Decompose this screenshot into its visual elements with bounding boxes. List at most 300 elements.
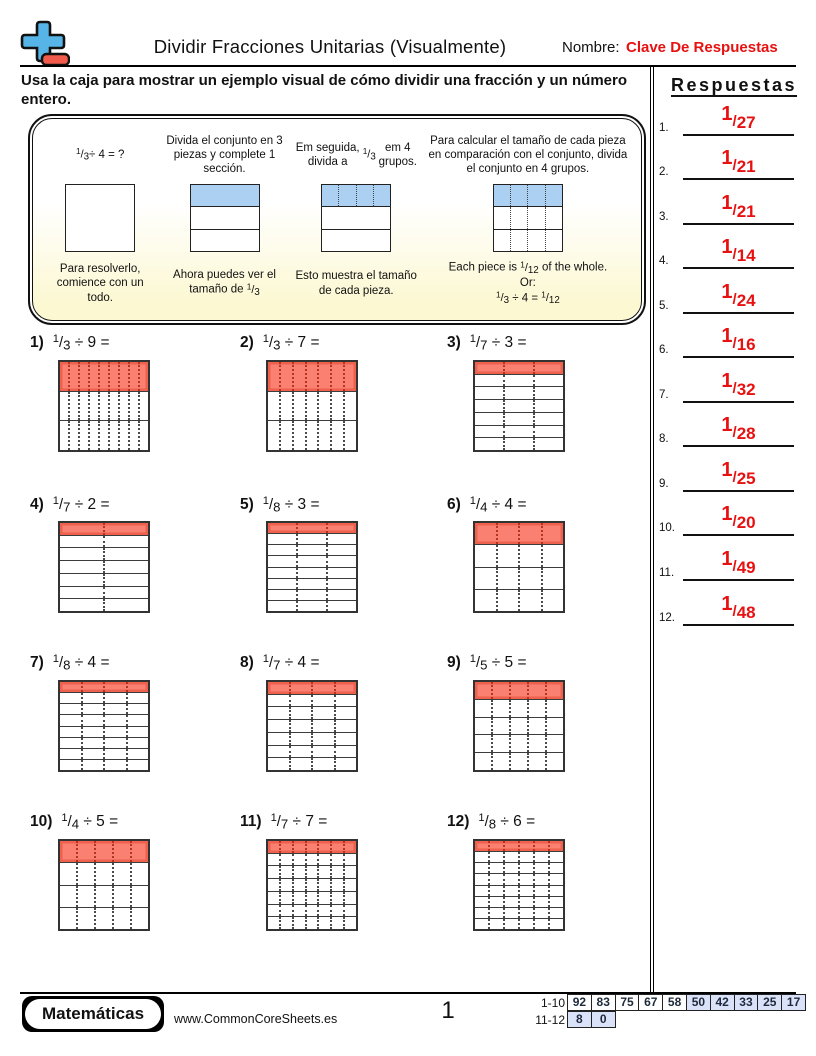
square-cell: [322, 207, 390, 228]
grid-row: [475, 717, 563, 735]
fraction-numerator: 1: [721, 548, 733, 571]
grid-cell: [491, 682, 509, 699]
grid-cell: [60, 863, 76, 884]
grid-row: [475, 437, 563, 450]
square-cell: [191, 207, 259, 228]
score-cell: 67: [638, 994, 663, 1011]
fraction-numerator: 1: [721, 458, 733, 481]
fraction-denominator: 8: [63, 657, 71, 673]
grid-cell: [548, 841, 563, 851]
grid-cell: [60, 392, 68, 421]
grid-cell: [518, 545, 541, 566]
grid-row: [60, 885, 148, 907]
answer-blank-line: [683, 579, 794, 581]
example-step-text: [162, 126, 286, 184]
grid-cell: [305, 905, 318, 917]
score-table-row: [505, 1012, 806, 1029]
grid-cell: [518, 568, 541, 589]
answer-row: [652, 359, 816, 404]
grid-cell: [60, 682, 81, 692]
problem-grid: [58, 521, 150, 613]
grid-cell: [103, 574, 148, 586]
answer-blank-line: [683, 401, 794, 403]
grid-cell: [138, 362, 148, 391]
grid-cell: [545, 682, 563, 699]
grid-cell: [533, 387, 563, 399]
problem-expression: ÷ 6 =: [496, 813, 536, 831]
grid-cell: [88, 421, 98, 450]
score-row-label: 1-10: [540, 996, 565, 1010]
square-cell: [494, 185, 510, 206]
grid-cell: [533, 874, 548, 884]
grid-cell: [94, 863, 112, 884]
grid-cell: [545, 735, 563, 752]
problem-number: 1): [30, 334, 44, 352]
answer-row: [652, 226, 816, 271]
grid-cell: [533, 841, 548, 851]
grid-cell: [343, 866, 356, 878]
grid-cell: [343, 392, 356, 421]
grid-cell: [305, 866, 318, 878]
fraction-denominator: 7: [480, 337, 488, 353]
fraction-numerator: 1: [721, 592, 733, 615]
grid-row: [60, 573, 148, 586]
square-cell: [510, 185, 527, 206]
fraction: [721, 548, 756, 578]
problem-label: [30, 812, 118, 831]
grid-row: [475, 412, 563, 425]
fraction-numerator: 1: [262, 333, 270, 345]
example-step-text: [426, 126, 630, 184]
answers-title: Respuestas: [670, 75, 798, 95]
grid-cell: [268, 695, 289, 707]
grid-row: [268, 853, 356, 866]
fraction-slash: /: [269, 655, 274, 672]
fraction-numerator: 1: [75, 146, 81, 156]
answer-value: [683, 103, 794, 133]
grid-cell: [503, 863, 518, 873]
square-row: [191, 185, 259, 206]
grid-cell: [326, 568, 356, 578]
grid-cell: [496, 590, 519, 611]
grid-cell: [81, 738, 104, 748]
grid-row: [60, 703, 148, 714]
fraction-numerator: 1: [246, 282, 252, 292]
grid-cell: [545, 753, 563, 770]
grid-cell: [268, 707, 289, 719]
fraction-slash: /: [484, 814, 489, 831]
grid-cell: [548, 874, 563, 884]
text-segment: Each piece is: [448, 261, 521, 274]
grid-cell: [496, 568, 519, 589]
grid-cell: [491, 735, 509, 752]
fraction-slash: /: [367, 148, 371, 161]
grid-cell: [289, 758, 312, 770]
answer-value: [683, 236, 794, 266]
problem-expression: ÷ 2 =: [70, 496, 110, 514]
fraction-slash: /: [476, 655, 481, 672]
example-square: [190, 184, 260, 252]
answer-value: [683, 414, 794, 444]
grid-cell: [126, 738, 149, 748]
grid-row: [60, 547, 148, 560]
grid-row: [60, 598, 148, 611]
grid-cell: [503, 375, 533, 387]
grid-cell: [138, 392, 148, 421]
fraction: [470, 496, 488, 513]
grid-cell: [475, 863, 488, 873]
fraction-numerator: 1: [520, 260, 525, 270]
answer-number: 9.: [659, 477, 669, 490]
grid-cell: [103, 561, 148, 573]
grid-row: [60, 862, 148, 884]
grid-cell: [311, 746, 334, 758]
fraction-numerator: 1: [362, 146, 368, 156]
problem-expression: ÷ 5 =: [79, 813, 119, 831]
grid-row: [475, 362, 563, 374]
grid-cell: [548, 919, 563, 929]
grid-cell: [68, 392, 78, 421]
grid-row: [268, 745, 356, 758]
grid-cell: [128, 392, 138, 421]
answers-list: [652, 92, 816, 627]
grid-cell: [503, 413, 533, 425]
grid-cell: [533, 413, 563, 425]
grid-cell: [488, 863, 503, 873]
example-square: [65, 184, 135, 252]
fraction: [721, 414, 756, 444]
answer-blank-line: [683, 624, 794, 626]
grid-cell: [475, 375, 503, 387]
example-step-caption: [449, 252, 608, 315]
grid-row: [268, 578, 356, 589]
grid-cell: [343, 917, 356, 929]
grid-cell: [305, 392, 318, 421]
grid-row: [268, 719, 356, 732]
fraction-slash: /: [732, 379, 737, 397]
grid-row: [60, 737, 148, 748]
grid-row: [60, 726, 148, 737]
grid-cell: [475, 886, 488, 896]
grid-row: [60, 362, 148, 391]
problem-number: 12): [447, 813, 470, 831]
grid-cell: [330, 854, 343, 866]
square-cell: [545, 230, 562, 251]
fraction-denominator: 7: [280, 816, 289, 832]
grid-row: [60, 682, 148, 692]
answer-number: 11.: [659, 567, 675, 580]
answer-value: [683, 147, 794, 177]
grid-cell: [268, 421, 279, 450]
grid-cell: [268, 534, 296, 544]
text-segment: em 4 grupos.: [378, 141, 417, 168]
grid-row: [475, 907, 563, 918]
grid-row: [60, 420, 148, 450]
text-segment: Para calcular el tamaño de cada pieza en comparación con el conjunto, divida el conjunto en 4 grupos.: [428, 134, 628, 175]
grid-cell: [94, 908, 112, 929]
problem-number: 11): [240, 813, 262, 831]
grid-cell: [311, 695, 334, 707]
answer-row: [652, 404, 816, 449]
fraction-denominator: 8: [488, 816, 497, 832]
grid-cell: [518, 897, 533, 907]
grid-cell: [317, 841, 330, 853]
grid-cell: [503, 841, 518, 851]
fraction: [263, 496, 281, 513]
grid-cell: [343, 841, 356, 853]
grid-cell: [78, 392, 88, 421]
answer-value: [683, 325, 794, 355]
grid-cell: [103, 749, 126, 759]
grid-cell: [296, 523, 326, 533]
fraction-denominator: 16: [736, 335, 756, 355]
grid-cell: [326, 590, 356, 600]
grid-cell: [330, 841, 343, 853]
fraction-denominator: 32: [736, 379, 756, 399]
answer-value: [683, 503, 794, 533]
square-cell: [191, 230, 259, 251]
grid-cell: [503, 438, 533, 450]
grid-cell: [103, 523, 148, 535]
grid-cell: [503, 387, 533, 399]
grid-cell: [108, 421, 118, 450]
problem-grid: [473, 680, 565, 772]
text-segment: of the whole.: [538, 261, 608, 274]
grid-cell: [317, 917, 330, 929]
grid-cell: [81, 682, 104, 692]
grid-cell: [488, 852, 503, 862]
grid-cell: [343, 905, 356, 917]
fraction-numerator: 1: [721, 236, 733, 259]
grid-cell: [279, 362, 292, 391]
answer-value: [683, 192, 794, 222]
example-step-caption: [293, 252, 420, 315]
grid-cell: [527, 682, 545, 699]
problem-number: 4): [30, 496, 44, 514]
fraction-denominator: 48: [736, 602, 756, 622]
grid-cell: [527, 753, 545, 770]
square-row: [322, 229, 390, 251]
grid-row: [268, 865, 356, 878]
grid-cell: [509, 682, 527, 699]
fraction-denominator: 25: [736, 468, 756, 488]
grid-cell: [545, 718, 563, 735]
fraction: [470, 334, 488, 351]
brand-logo: [22, 996, 164, 1032]
grid-cell: [279, 892, 292, 904]
grid-cell: [503, 908, 518, 918]
grid-row: [268, 904, 356, 917]
grid-row: [60, 692, 148, 703]
fraction: [721, 592, 756, 622]
grid-cell: [292, 866, 305, 878]
grid-cell: [518, 852, 533, 862]
grid-cell: [548, 886, 563, 896]
grid-cell: [126, 727, 149, 737]
grid-cell: [268, 682, 289, 694]
example-step: [41, 126, 159, 315]
text-segment: Ahora puedes ver el tamaño de: [173, 269, 276, 297]
score-cell: 33: [734, 994, 759, 1011]
grid-row: [60, 560, 148, 573]
grid-cell: [138, 421, 148, 450]
grid-cell: [533, 400, 563, 412]
grid-row: [268, 841, 356, 853]
grid-cell: [296, 601, 326, 611]
fraction: [721, 236, 756, 266]
grid-cell: [126, 682, 149, 692]
score-cell: 17: [781, 994, 806, 1011]
grid-cell: [81, 715, 104, 725]
grid-cell: [292, 879, 305, 891]
grid-cell: [518, 863, 533, 873]
grid-row: [60, 523, 148, 535]
grid-cell: [518, 523, 541, 544]
problem-number: 2): [240, 334, 254, 352]
grid-cell: [128, 421, 138, 450]
fraction-slash: /: [59, 497, 64, 514]
grid-row: [475, 885, 563, 896]
problem-label: [30, 333, 110, 352]
fraction-denominator: 3: [254, 286, 260, 298]
problem-expression: ÷ 4 =: [70, 654, 110, 672]
fraction-denominator: 3: [370, 151, 376, 163]
text-segment: Em seguida, divida a: [295, 141, 360, 168]
answer-number: 7.: [659, 388, 669, 401]
score-cell: 75: [615, 994, 640, 1011]
fraction-denominator: 49: [736, 558, 756, 578]
site-url: www.CommonCoreSheets.es: [174, 1012, 338, 1026]
grid-cell: [548, 852, 563, 862]
problem-grid: [58, 360, 150, 452]
grid-row: [475, 752, 563, 770]
grid-row: [60, 714, 148, 725]
problem-expression: ÷ 4 =: [487, 496, 527, 514]
fraction-slash: /: [524, 261, 528, 274]
example-square: [321, 184, 391, 252]
answer-blank-line: [683, 490, 794, 492]
fraction-slash: /: [732, 558, 737, 576]
grid-row: [475, 425, 563, 438]
grid-cell: [268, 892, 279, 904]
problem-label: [240, 812, 327, 831]
grid-cell: [279, 854, 292, 866]
square-row: [494, 206, 562, 228]
fraction-numerator: 1: [52, 653, 60, 665]
grid-cell: [289, 720, 312, 732]
grid-cell: [518, 908, 533, 918]
fraction-denominator: 7: [273, 657, 281, 673]
grid-cell: [533, 919, 548, 929]
fraction: [61, 813, 79, 830]
fraction-slash: /: [732, 201, 737, 219]
grid-cell: [103, 599, 148, 611]
grid-cell: [126, 760, 149, 770]
grid-cell: [541, 568, 564, 589]
grid-cell: [76, 886, 94, 907]
answer-row: [652, 92, 816, 137]
grid-cell: [317, 866, 330, 878]
grid-cell: [268, 746, 289, 758]
answer-row: [652, 315, 816, 360]
grid-cell: [334, 682, 357, 694]
problem-number: 6): [447, 496, 461, 514]
problem-expression: ÷ 4 =: [280, 654, 320, 672]
fraction-slash: /: [732, 112, 737, 130]
grid-row: [60, 748, 148, 759]
fraction-slash: /: [269, 497, 274, 514]
grid-row: [60, 759, 148, 770]
fraction-numerator: 1: [721, 280, 733, 303]
fraction-slash: /: [80, 148, 84, 161]
square-row: [322, 206, 390, 228]
grid-cell: [112, 908, 130, 929]
fraction-numerator: 1: [721, 414, 733, 437]
grid-cell: [488, 841, 503, 851]
grid-row: [268, 916, 356, 929]
answer-number: 2.: [659, 166, 669, 179]
grid-row: [475, 374, 563, 387]
problem-expression: ÷ 7 =: [288, 813, 328, 831]
grid-row: [60, 586, 148, 599]
answer-number: 10.: [659, 522, 675, 535]
grid-cell: [81, 727, 104, 737]
grid-cell: [268, 720, 289, 732]
problem-number: 8): [240, 654, 254, 672]
problem-grid: [266, 680, 358, 772]
fraction-denominator: 3: [83, 151, 90, 163]
grid-cell: [88, 362, 98, 391]
grid-cell: [330, 392, 343, 421]
fraction-numerator: 1: [721, 325, 733, 348]
square-row: [191, 229, 259, 251]
grid-cell: [334, 707, 357, 719]
grid-cell: [334, 720, 357, 732]
grid-cell: [268, 854, 279, 866]
grid-cell: [330, 905, 343, 917]
fraction: [721, 369, 756, 399]
text-segment: Esto muestra el tamaño de cada pieza.: [295, 270, 417, 297]
square-cell: [545, 207, 562, 228]
grid-cell: [343, 879, 356, 891]
grid-cell: [60, 693, 81, 703]
grid-cell: [292, 421, 305, 450]
grid-cell: [509, 735, 527, 752]
grid-cell: [509, 700, 527, 717]
grid-cell: [292, 841, 305, 853]
grid-cell: [488, 908, 503, 918]
grid-cell: [533, 863, 548, 873]
fraction-denominator: 21: [736, 157, 756, 177]
grid-cell: [533, 908, 548, 918]
grid-cell: [533, 438, 563, 450]
text-segment: Para resolverlo, comience con un todo.: [56, 263, 144, 304]
grid-cell: [475, 753, 491, 770]
grid-cell: [68, 421, 78, 450]
problem-number: 10): [30, 813, 53, 831]
grid-cell: [533, 362, 563, 374]
grid-cell: [268, 523, 296, 533]
answer-value: [683, 548, 794, 578]
grid-cell: [475, 590, 496, 611]
name-value: Clave De Respuestas: [626, 39, 778, 56]
grid-cell: [268, 362, 279, 391]
grid-cell: [103, 587, 148, 599]
fraction: [263, 334, 281, 351]
grid-cell: [60, 421, 68, 450]
grid-cell: [268, 590, 296, 600]
answer-blank-line: [683, 356, 794, 358]
